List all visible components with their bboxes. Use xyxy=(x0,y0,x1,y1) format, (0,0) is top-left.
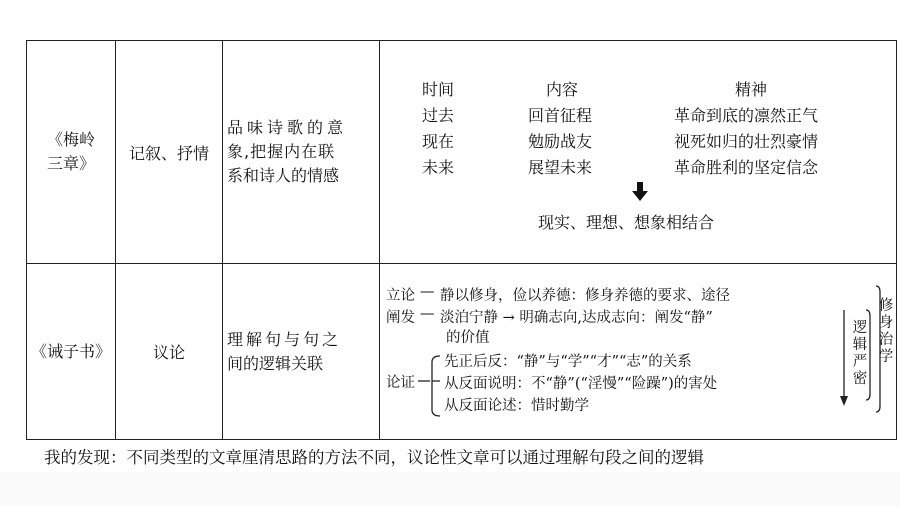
bottom-margin xyxy=(0,472,900,506)
title-cell: 《诫子书》 xyxy=(27,264,116,440)
structure-cell xyxy=(380,41,897,264)
header-time: 时间 xyxy=(422,80,455,99)
argument-diagram xyxy=(380,264,896,440)
title-line: 三章》 xyxy=(46,154,95,173)
timeline-time: 现在 xyxy=(422,132,455,151)
timeline-diagram xyxy=(380,41,896,264)
method-line: 系和诗人的情感 xyxy=(227,166,340,185)
elaborate-label: 阐发 xyxy=(386,310,415,326)
genre-cell: 议论 xyxy=(116,264,223,440)
logic-note: 逻辑严密 xyxy=(852,320,868,387)
method-cell xyxy=(223,264,380,440)
title-line: 《梅岭 xyxy=(46,130,95,149)
timeline-content: 展望未来 xyxy=(528,158,593,177)
timeline-content: 勉励战友 xyxy=(528,132,593,151)
table-row xyxy=(27,264,897,440)
down-arrow-icon xyxy=(632,182,648,202)
genre-cell: 记叙、抒情 xyxy=(116,41,223,264)
elaborate-dash: — xyxy=(420,306,435,322)
footer-finding: 我的发现：不同类型的文章厘清思路的方法不同，议论性文章可以通过理解句段之间的逻辑 xyxy=(44,448,704,467)
method-line: 间的逻辑关联 xyxy=(227,353,324,373)
header-content: 内容 xyxy=(546,80,579,99)
structure-cell xyxy=(380,264,897,440)
thesis-text: 静以修身，俭以养德：修身养德的要求、途径 xyxy=(440,288,730,304)
theme-note: 修身治学 xyxy=(878,298,894,365)
header-spirit: 精神 xyxy=(735,80,768,99)
elaborate-text-cont: 的价值 xyxy=(446,330,490,346)
timeline-time: 过去 xyxy=(422,106,455,125)
proof-label: 论证 xyxy=(386,375,415,391)
title-cell xyxy=(27,41,116,264)
timeline-spirit: 革命胜利的坚定信念 xyxy=(674,158,819,177)
proof-item: 从反面说明：不“静”(“淫慢”“险躁”)的害处 xyxy=(444,376,718,392)
proof-item: 先正后反：“静”与“学”“才”“志”的关系 xyxy=(444,354,692,370)
method-line: 理解句与句之 xyxy=(227,329,342,349)
proof-bracket xyxy=(418,352,446,418)
timeline-content: 回首征程 xyxy=(528,106,593,125)
text-analysis-table xyxy=(26,40,897,440)
timeline-spirit: 革命到底的凛然正气 xyxy=(674,106,819,125)
table-row xyxy=(27,41,897,264)
thesis-dash: — xyxy=(420,284,435,300)
thesis-label: 立论 xyxy=(386,288,415,304)
proof-item: 从反面论述：惜时勤学 xyxy=(444,398,589,414)
timeline-spirit: 视死如归的壮烈豪情 xyxy=(674,132,819,151)
method-line: 品味诗歌的意 xyxy=(227,118,348,137)
method-cell xyxy=(223,41,380,264)
elaborate-text: 淡泊宁静 → 明确志向,达成志向：阐发“静” xyxy=(440,310,713,326)
method-line: 象,把握内在联 xyxy=(227,142,336,161)
timeline-conclusion: 现实、理想、想象相结合 xyxy=(538,213,715,232)
timeline-time: 未来 xyxy=(422,158,455,177)
